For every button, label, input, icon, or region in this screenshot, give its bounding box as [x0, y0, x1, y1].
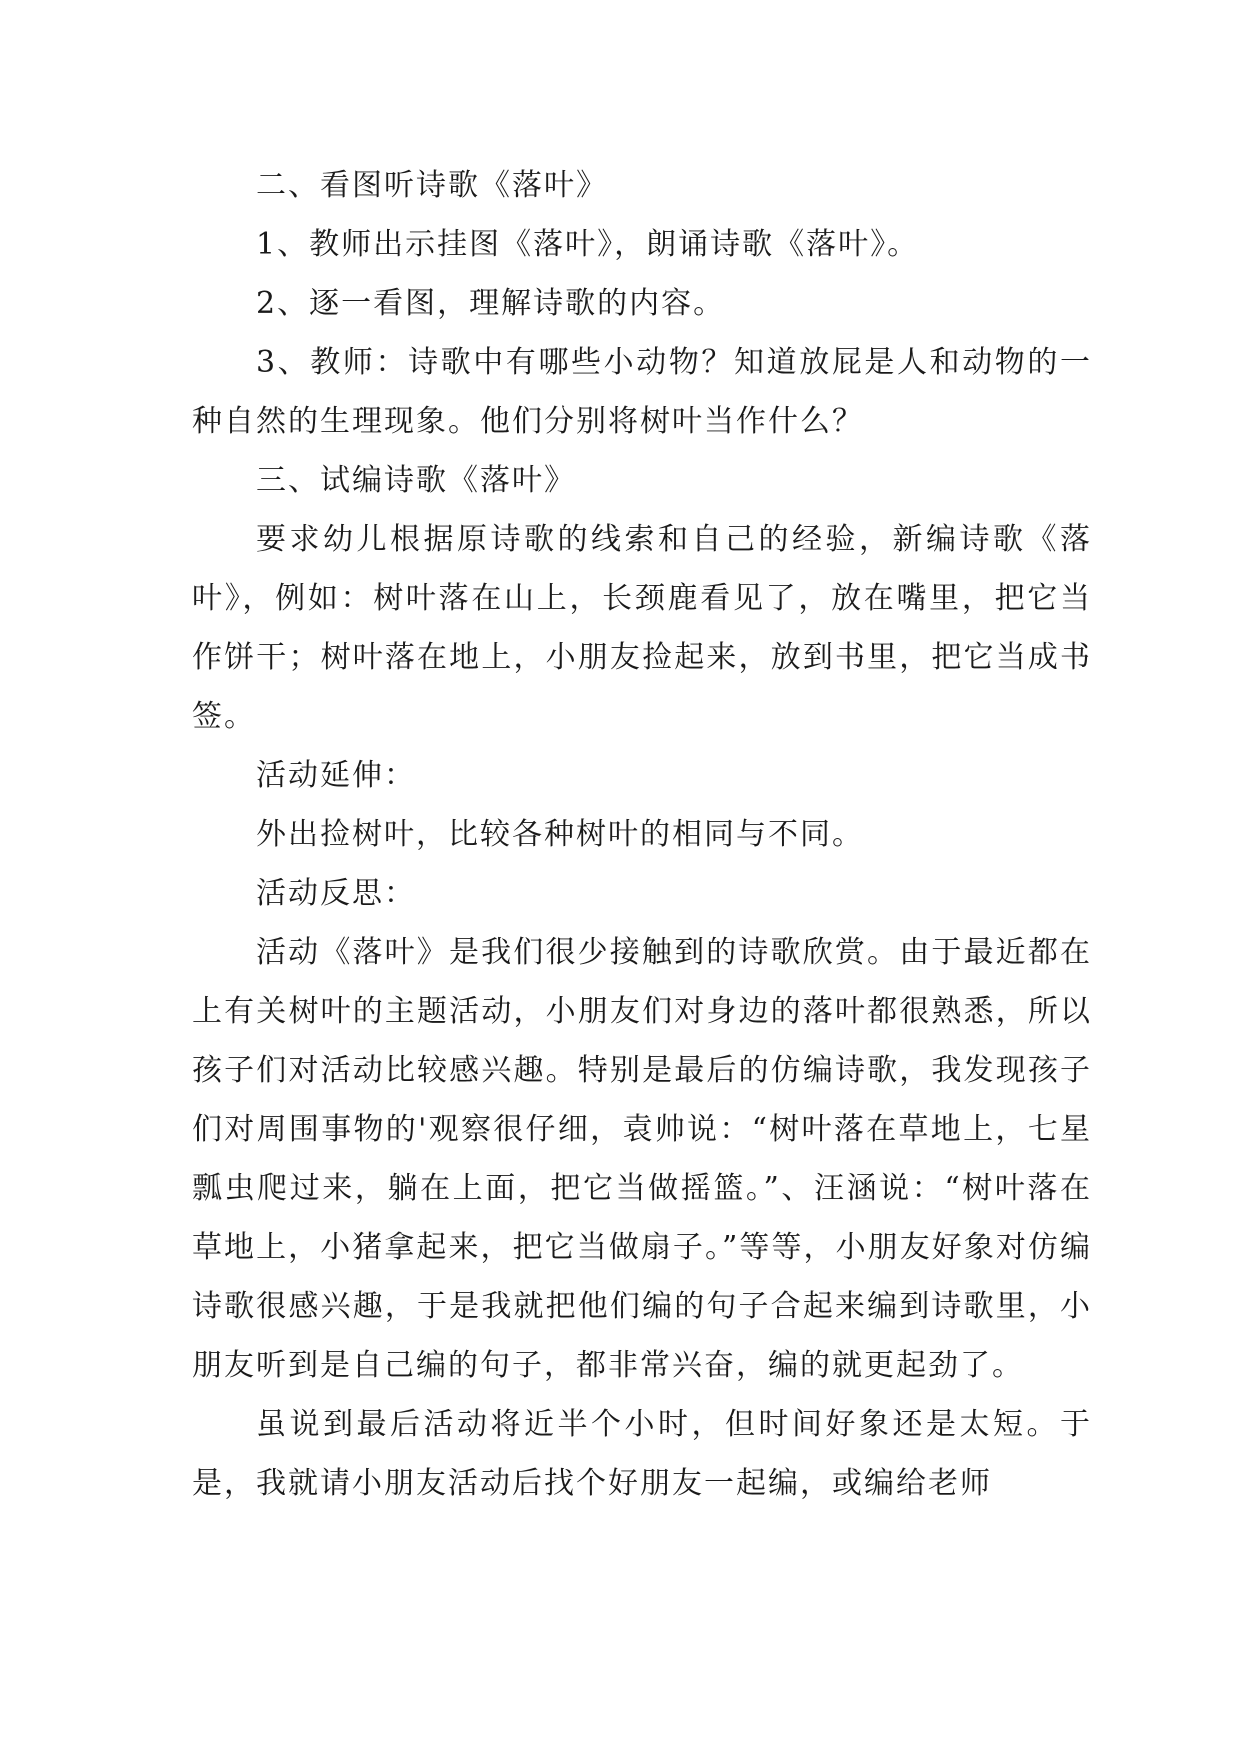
- heading-listen-poem: 二、看图听诗歌《落叶》: [256, 168, 608, 203]
- write-poem-paragraph: 要求幼儿根据原诗歌的线索和自己的经验，新编诗歌《落叶》，例如：树叶落在山上，长颈鹿看见了，放在嘴里，把它当作饼干；树叶落在地上，小朋友捡起来，放到书里，把它当成书签。: [192, 522, 1092, 734]
- document-body: [192, 156, 1092, 1513]
- heading-extension: 活动延伸：: [256, 758, 416, 793]
- heading-reflection: 活动反思：: [256, 876, 416, 911]
- extension-paragraph: 外出捡树叶，比较各种树叶的相同与不同。: [256, 817, 864, 852]
- step-3-paragraph: 3、教师：诗歌中有哪些小动物？知道放屁是人和动物的一种自然的生理现象。他们分别将树叶当作什么？: [192, 345, 1092, 439]
- reflection-paragraph-2: 虽说到最后活动将近半个小时，但时间好象还是太短。于是，我就请小朋友活动后找个好朋友一起编，或编给老师: [192, 1407, 1092, 1501]
- step-2-paragraph: 2、逐一看图，理解诗歌的内容。: [256, 286, 726, 321]
- step-1-paragraph: 1、教师出示挂图《落叶》，朗诵诗歌《落叶》。: [256, 227, 920, 262]
- reflection-paragraph-1: 活动《落叶》是我们很少接触到的诗歌欣赏。由于最近都在上有关树叶的主题活动，小朋友们对身边的落叶都很熟悉，所以孩子们对活动比较感兴趣。特别是最后的仿编诗歌，我发现孩子们对周围事物的'观察很仔细，袁帅说：“树叶落在草地上，七星瓢虫爬过来，躺在上面，把它当做摇篮。”、汪涵说：“树叶落在草地上，小猪拿起来，把它当做扇子。”等等，小朋友好象对仿编诗歌很感兴趣，于是我就把他们编的句子合起来编到诗歌里，小朋友听到是自己编的句子，都非常兴奋，编的就更起劲了。: [192, 935, 1092, 1383]
- heading-write-poem: 三、试编诗歌《落叶》: [256, 463, 576, 498]
